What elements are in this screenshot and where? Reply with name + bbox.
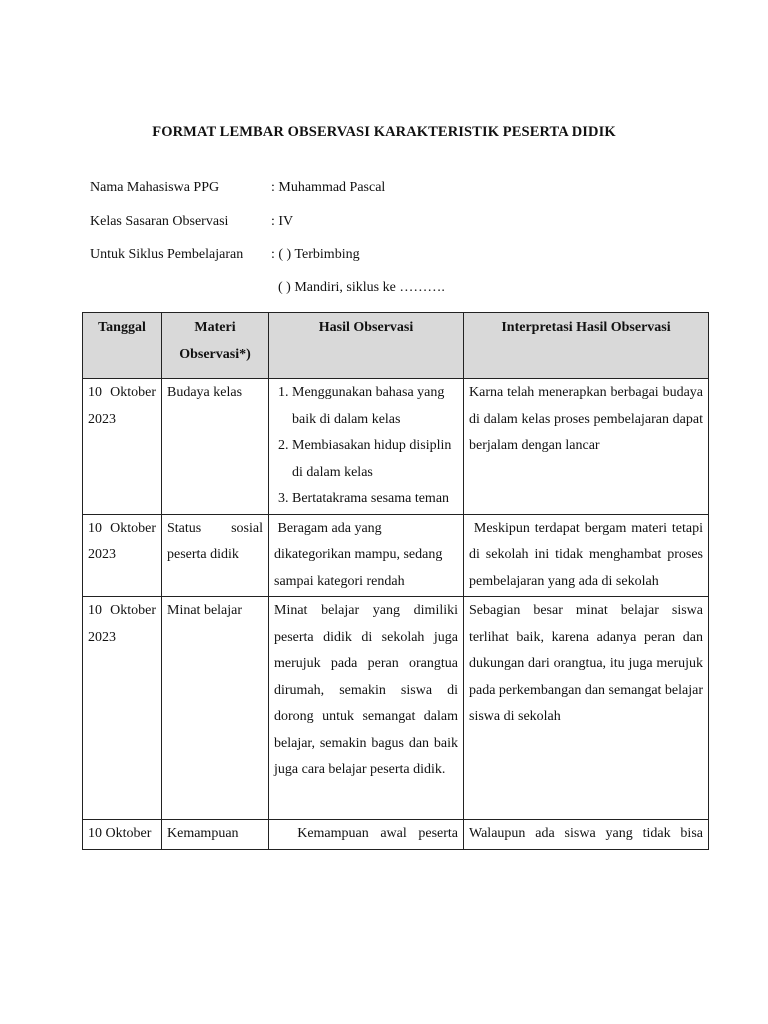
- nama-value: : Muhammad Pascal: [271, 180, 386, 195]
- kelas-label: Kelas Sasaran Observasi: [90, 214, 229, 229]
- list-item: 1. Menggunakan bahasa yang baik di dalam kelas: [292, 380, 458, 433]
- header-materi: Materi Observasi*): [162, 313, 269, 379]
- cell-tanggal: 10 Oktober 2023: [83, 514, 162, 597]
- cell-hasil: Beragam ada yang dikategorikan mampu, sedang sampai kategori rendah: [269, 514, 464, 597]
- table-header-row: [83, 313, 709, 379]
- hasil-list: [269, 380, 458, 513]
- cell-interpretasi: Sebagian besar minat belajar siswa terlihat baik, karena adanya peran dan dukungan dari orangtua, itu juga merujuk pada perkembangan dan semangat belajar siswa di sekolah: [464, 597, 709, 820]
- table-row: [83, 820, 709, 850]
- list-item: 3. Bertatakrama sesama teman: [292, 486, 458, 513]
- siklus-label: Untuk Siklus Pembelajaran: [90, 247, 244, 262]
- cell-tanggal: 10 Oktober 2023: [83, 597, 162, 820]
- cell-tanggal: 10 Oktober 2023: [83, 379, 162, 515]
- observation-table: [82, 312, 709, 850]
- cell-interpretasi: Karna telah menerapkan berbagai budaya di dalam kelas proses pembelajaran dapat berjalam dengan lancar: [464, 379, 709, 515]
- kelas-value: : IV: [271, 214, 294, 229]
- cell-materi: Minat belajar: [162, 597, 269, 820]
- table-row: [83, 597, 709, 820]
- cell-hasil: [269, 379, 464, 515]
- header-tanggal: Tanggal: [83, 313, 162, 379]
- cell-tanggal: 10 Oktober: [83, 820, 162, 850]
- mandiri-value: ( ) Mandiri, siklus ke ……….: [278, 280, 445, 295]
- list-item: 2. Membiasakan hidup disiplin di dalam kelas: [292, 433, 458, 486]
- cell-interpretasi: Meskipun terdapat bergam materi tetapi di sekolah ini tidak menghambat proses pembelajaran yang ada di sekolah: [464, 514, 709, 597]
- cell-hasil: Minat belajar yang dimiliki peserta didik di sekolah juga merujuk pada peran orangtua dirumah, semakin siswa di dorong untuk semangat dalam belajar, semakin bagus dan baik juga cara belajar peserta didik.: [269, 597, 464, 820]
- table-row: [83, 514, 709, 597]
- siklus-value: : ( ) Terbimbing: [271, 247, 360, 262]
- header-interpretasi: Interpretasi Hasil Observasi: [464, 313, 709, 379]
- table-row: [83, 379, 709, 515]
- nama-label: Nama Mahasiswa PPG: [90, 180, 220, 195]
- header-hasil: Hasil Observasi: [269, 313, 464, 379]
- cell-materi: Kemampuan: [162, 820, 269, 850]
- page-title: FORMAT LEMBAR OBSERVASI KARAKTERISTIK PESERTA DIDIK: [152, 124, 616, 140]
- cell-materi: Status sosial peserta didik: [162, 514, 269, 597]
- cell-hasil: Kemampuan awal peserta: [269, 820, 464, 850]
- cell-materi: Budaya kelas: [162, 379, 269, 515]
- cell-interpretasi: Walaupun ada siswa yang tidak bisa: [464, 820, 709, 850]
